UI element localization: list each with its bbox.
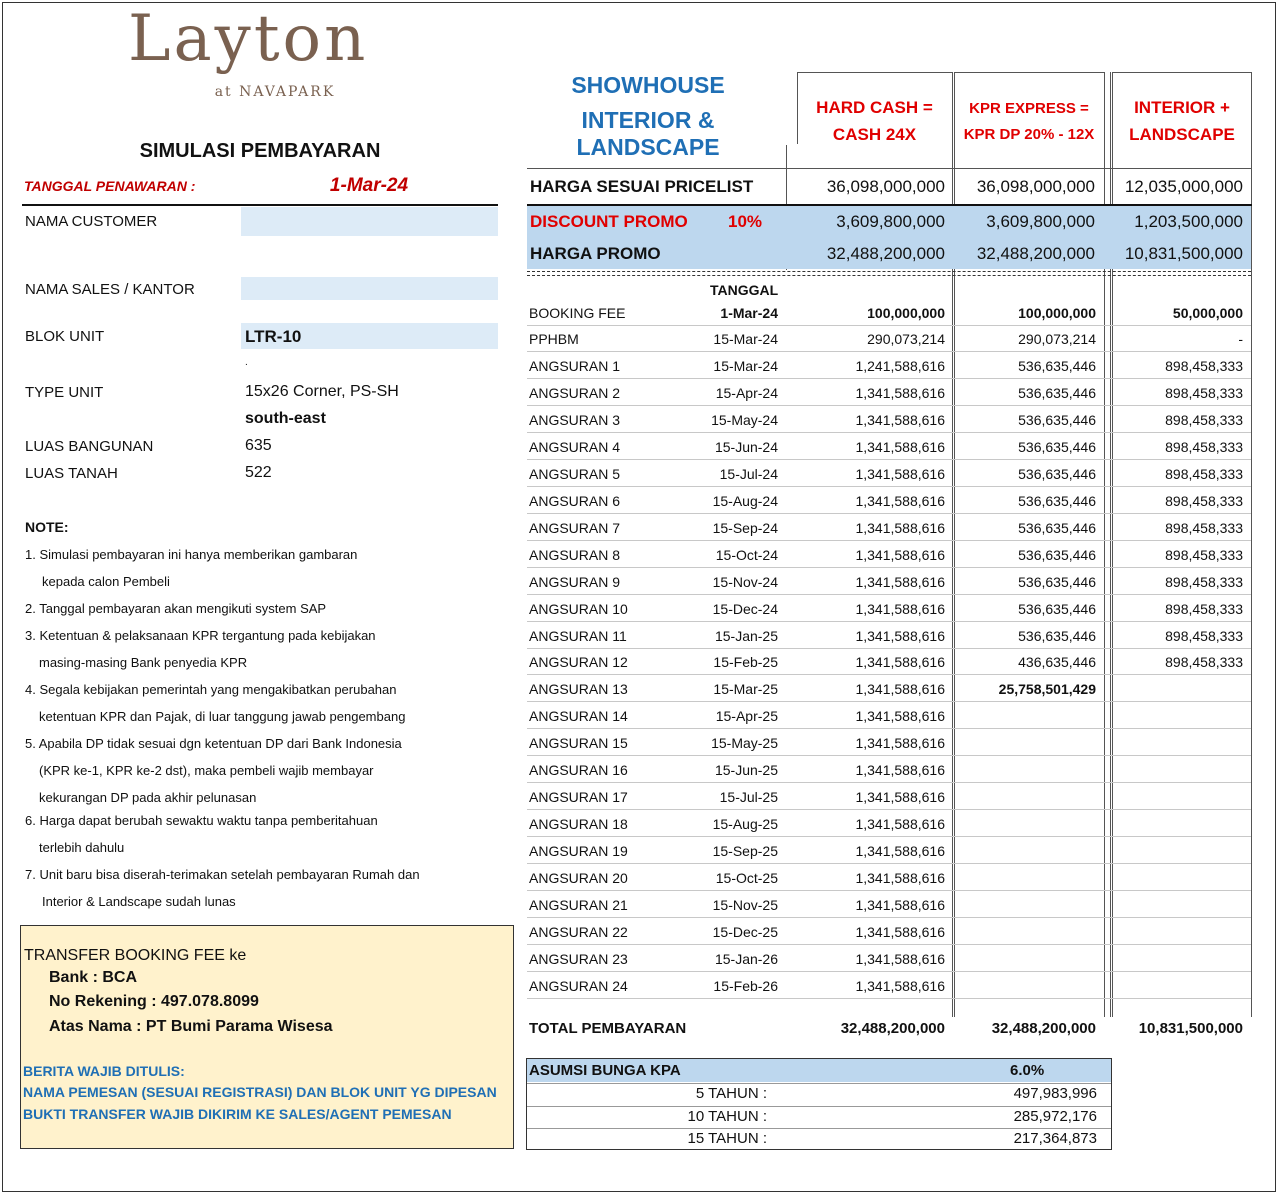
schedule-row-date: 15-Oct-25 <box>715 870 778 887</box>
schedule-row-divider <box>527 432 1251 433</box>
schedule-row-label: ANGSURAN 14 <box>529 708 628 725</box>
schedule-row-col1: 1,341,588,616 <box>855 546 945 563</box>
schedule-row-divider <box>527 755 1251 756</box>
note-line: terlebih dahulu <box>39 840 125 855</box>
transfer-account-name: Atas Nama : PT Bumi Parama Wisesa <box>49 1018 333 1035</box>
schedule-row-col1: 100,000,000 <box>867 305 945 321</box>
schedule-row-date: 15-Jan-26 <box>714 950 778 967</box>
schedule-row-col1: 1,341,588,616 <box>855 573 945 590</box>
schedule-row-date: 15-Feb-26 <box>713 977 778 994</box>
schedule-row-label: BOOKING FEE <box>529 305 626 321</box>
schedule-row-label: ANGSURAN 12 <box>529 654 628 671</box>
schedule-row-date: 15-Jul-24 <box>719 465 778 482</box>
schedule-row-date: 15-Nov-25 <box>712 897 778 913</box>
schedule-row-date: 15-Mar-24 <box>713 331 778 347</box>
berita-line: NAMA PEMESAN (SESUAI REGISTRASI) DAN BLOK UNIT YG DIPESAN <box>23 1084 497 1100</box>
col-divider <box>1251 72 1252 1017</box>
schedule-row-divider <box>527 998 1251 999</box>
schedule-row-col3: - <box>1238 331 1243 347</box>
schedule-row-col2: 536,635,446 <box>1018 411 1096 428</box>
luas-bangunan-label: LUAS BANGUNAN <box>25 438 154 455</box>
schedule-row-divider <box>527 836 1251 837</box>
sales-label: NAMA SALES / KANTOR <box>25 281 195 298</box>
logo-title: Layton <box>128 2 369 76</box>
showhouse-title: SHOWHOUSE <box>571 72 725 98</box>
pricelist-top-border <box>527 168 1252 169</box>
col1-header-line1: HARD CASH = <box>816 98 933 117</box>
schedule-row-col2: 536,635,446 <box>1018 573 1096 590</box>
schedule-row-col3: 898,458,333 <box>1165 573 1243 590</box>
schedule-row-col1: 1,341,588,616 <box>855 897 945 913</box>
total-col1: 32,488,200,000 <box>840 1020 945 1037</box>
blok-unit-value: LTR-10 <box>245 327 302 346</box>
schedule-row-col1: 1,341,588,616 <box>855 923 945 940</box>
schedule-row-col2: 536,635,446 <box>1018 384 1096 401</box>
schedule-row-divider <box>527 701 1251 702</box>
schedule-row-date: 15-Apr-25 <box>715 708 778 725</box>
offer-date-value: 1-Mar-24 <box>329 175 409 196</box>
schedule-row-date: 15-Dec-25 <box>712 923 778 940</box>
schedule-row-label: ANGSURAN 1 <box>529 358 621 374</box>
discount-percent: 10% <box>728 212 763 231</box>
schedule-row-date: 15-Sep-24 <box>712 519 778 536</box>
schedule-row-label: ANGSURAN 9 <box>529 573 621 590</box>
schedule-row-divider <box>527 890 1251 891</box>
schedule-row-label: ANGSURAN 4 <box>529 438 621 455</box>
promo-label: HARGA PROMO <box>530 244 661 263</box>
note-line: 3. Ketentuan & pelaksanaan KPR tergantung pada kebijakan <box>25 628 376 643</box>
schedule-row-col1: 1,341,588,616 <box>855 438 945 455</box>
schedule-row-col1: 1,341,588,616 <box>855 789 945 806</box>
dot-marker: . <box>245 357 248 368</box>
kpa-row-value: 217,364,873 <box>1013 1130 1097 1147</box>
schedule-row-col3: 898,458,333 <box>1165 411 1243 428</box>
schedule-row-col3: 898,458,333 <box>1165 384 1243 401</box>
schedule-row-col1: 1,341,588,616 <box>855 816 945 833</box>
schedule-row-col1: 1,341,588,616 <box>855 465 945 482</box>
type-unit-label: TYPE UNIT <box>25 384 104 401</box>
discount-col1: 3,609,800,000 <box>836 212 945 231</box>
note-line: Interior & Landscape sudah lunas <box>42 894 236 909</box>
schedule-row-label: ANGSURAN 6 <box>529 492 621 509</box>
schedule-row-col2: 290,073,214 <box>1018 331 1096 347</box>
schedule-row-date: 15-Nov-24 <box>712 573 778 590</box>
schedule-row-col2: 536,635,446 <box>1018 546 1096 563</box>
pricelist-label: HARGA SESUAI PRICELIST <box>530 177 754 196</box>
schedule-row-col1: 1,241,588,616 <box>855 358 945 374</box>
berita-heading: BERITA WAJIB DITULIS: <box>23 1063 185 1079</box>
schedule-row-col1: 1,341,588,616 <box>855 870 945 887</box>
schedule-row-col3: 898,458,333 <box>1165 546 1243 563</box>
schedule-row-col3: 898,458,333 <box>1165 492 1243 509</box>
schedule-row-col3: 898,458,333 <box>1165 438 1243 455</box>
note-heading: NOTE: <box>25 519 69 535</box>
col1-top-border <box>797 72 952 73</box>
schedule-row-date: 15-Mar-24 <box>713 358 778 374</box>
schedule-row-label: ANGSURAN 3 <box>529 411 621 428</box>
schedule-row-col1: 1,341,588,616 <box>855 492 945 509</box>
schedule-row-col1: 1,341,588,616 <box>855 977 945 994</box>
schedule-row-divider <box>527 459 1251 460</box>
schedule-row-date: 15-Aug-24 <box>712 492 778 509</box>
kpa-row-value: 497,983,996 <box>1013 1085 1097 1102</box>
schedule-row-col1: 1,341,588,616 <box>855 843 945 860</box>
schedule-row-label: PPHBM <box>529 331 579 347</box>
schedule-row-divider <box>527 594 1251 595</box>
schedule-row-label: ANGSURAN 24 <box>529 977 628 994</box>
schedule-row-col3: 50,000,000 <box>1172 305 1243 321</box>
band-top-border <box>527 204 1252 206</box>
schedule-row-col3: 898,458,333 <box>1165 654 1243 671</box>
kpa-row-label: 5 TAHUN : <box>695 1085 767 1102</box>
col-divider <box>797 72 798 144</box>
schedule-row-divider <box>527 809 1251 810</box>
schedule-row-divider <box>527 621 1251 622</box>
transfer-account-number: No Rekening : 497.078.8099 <box>49 993 259 1010</box>
pricelist-col2: 36,098,000,000 <box>976 177 1095 196</box>
tanggal-header: TANGGAL <box>710 282 779 298</box>
kpa-rate: 6.0% <box>1010 1062 1045 1079</box>
page-title: SIMULASI PEMBAYARAN <box>139 140 381 162</box>
schedule-row-divider <box>527 944 1251 945</box>
col1-header-line2: CASH 24X <box>832 125 917 144</box>
kpa-row-label: 10 TAHUN : <box>687 1107 767 1125</box>
schedule-row-label: ANGSURAN 2 <box>529 384 621 401</box>
schedule-row-label: ANGSURAN 10 <box>529 600 628 617</box>
note-line: kepada calon Pembeli <box>42 574 170 589</box>
schedule-row-date: 15-Jun-25 <box>714 762 778 779</box>
orientation-value: south-east <box>245 410 326 427</box>
schedule-row-date: 15-Dec-24 <box>712 600 778 617</box>
note-line: kekurangan DP pada akhir pelunasan <box>39 790 257 805</box>
schedule-row-col3: 898,458,333 <box>1165 465 1243 482</box>
kpa-label: ASUMSI BUNGA KPA <box>529 1062 681 1079</box>
schedule-row-date: 15-Mar-25 <box>713 681 778 698</box>
schedule-row-date: 15-Sep-25 <box>712 843 778 860</box>
schedule-row-col2: 436,635,446 <box>1018 654 1096 671</box>
schedule-row-col1: 1,341,588,616 <box>855 681 945 698</box>
schedule-row-col1: 1,341,588,616 <box>855 654 945 671</box>
schedule-row-label: ANGSURAN 15 <box>529 735 628 752</box>
schedule-row-label: ANGSURAN 20 <box>529 870 628 887</box>
schedule-row-divider <box>527 351 1251 352</box>
schedule-row-col1: 1,341,588,616 <box>855 708 945 725</box>
schedule-row-divider <box>527 540 1251 541</box>
note-line: (KPR ke-1, KPR ke-2 dst), maka pembeli wajib membayar <box>39 763 374 778</box>
promo-col2: 32,488,200,000 <box>976 244 1095 263</box>
note-line: masing-masing Bank penyedia KPR <box>39 655 248 670</box>
blok-unit-label: BLOK UNIT <box>25 328 105 345</box>
schedule-row-col2: 536,635,446 <box>1018 492 1096 509</box>
total-col3: 10,831,500,000 <box>1138 1020 1243 1037</box>
schedule-row-col1: 1,341,588,616 <box>855 735 945 752</box>
schedule-row-col1: 1,341,588,616 <box>855 411 945 428</box>
discount-col2: 3,609,800,000 <box>986 212 1095 231</box>
header-divider <box>22 204 498 206</box>
schedule-row-col1: 1,341,588,616 <box>855 384 945 401</box>
berita-line: BUKTI TRANSFER WAJIB DIKIRIM KE SALES/AGENT PEMESAN <box>23 1106 452 1122</box>
schedule-row-col2: 536,635,446 <box>1018 438 1096 455</box>
logo-subtitle: at NAVAPARK <box>214 84 336 100</box>
col3-header-line1: INTERIOR + <box>1134 98 1230 117</box>
customer-name-label: NAMA CUSTOMER <box>25 213 158 230</box>
total-label: TOTAL PEMBAYARAN <box>529 1020 687 1037</box>
schedule-row-divider <box>527 674 1251 675</box>
schedule-row-col1: 1,341,588,616 <box>855 519 945 536</box>
schedule-row-date: 15-Aug-25 <box>712 816 778 833</box>
schedule-row-label: ANGSURAN 16 <box>529 762 628 779</box>
schedule-row-date: 15-Apr-24 <box>715 384 778 401</box>
schedule-row-date: 15-Feb-25 <box>713 654 778 671</box>
schedule-row-col3: 898,458,333 <box>1165 519 1243 536</box>
note-line: 2. Tanggal pembayaran akan mengikuti system SAP <box>25 601 327 616</box>
sales-input[interactable] <box>241 277 498 300</box>
schedule-row-col2: 536,635,446 <box>1018 600 1096 617</box>
schedule-row-divider <box>527 325 1251 326</box>
schedule-row-label: ANGSURAN 13 <box>529 681 628 698</box>
note-line: 1. Simulasi pembayaran ini hanya memberikan gambaran <box>25 547 358 562</box>
showhouse-subtitle: INTERIOR & LANDSCAPE <box>576 107 720 160</box>
schedule-row-col1: 1,341,588,616 <box>855 950 945 967</box>
schedule-row-label: ANGSURAN 8 <box>529 546 621 563</box>
schedule-row-divider <box>527 513 1251 514</box>
note-line: 5. Apabila DP tidak sesuai dgn ketentuan DP dari Bank Indonesia <box>25 736 402 751</box>
schedule-row-divider <box>527 378 1251 379</box>
promo-col3: 10,831,500,000 <box>1124 244 1243 263</box>
schedule-row-divider <box>527 971 1251 972</box>
schedule-row-divider <box>527 405 1251 406</box>
luas-tanah-value: 522 <box>245 464 272 481</box>
schedule-row-col3: 898,458,333 <box>1165 600 1243 617</box>
schedule-row-date: 15-Jan-25 <box>714 627 778 644</box>
schedule-row-date: 1-Mar-24 <box>720 305 778 321</box>
dashed-divider <box>527 275 1251 276</box>
note-line: 7. Unit baru bisa diserah-terimakan setelah pembayaran Rumah dan <box>25 867 420 882</box>
promo-col1: 32,488,200,000 <box>826 244 945 263</box>
pricelist-col1: 36,098,000,000 <box>826 177 945 196</box>
luas-tanah-label: LUAS TANAH <box>25 465 118 482</box>
kpa-row-divider <box>527 1083 1111 1084</box>
schedule-row-col2: 100,000,000 <box>1018 305 1096 321</box>
schedule-row-label: ANGSURAN 17 <box>529 789 628 806</box>
discount-label: DISCOUNT PROMO <box>530 212 688 231</box>
schedule-row-col2: 536,635,446 <box>1018 627 1096 644</box>
transfer-bank: Bank : BCA <box>49 969 138 986</box>
col3-top-border <box>1112 72 1252 73</box>
transfer-heading: TRANSFER BOOKING FEE ke <box>24 947 247 964</box>
schedule-row-divider <box>527 782 1251 783</box>
col2-top-border <box>954 72 1104 73</box>
schedule-row-label: ANGSURAN 18 <box>529 816 628 833</box>
schedule-row-col2: 536,635,446 <box>1018 465 1096 482</box>
kpa-row-divider <box>527 1128 1111 1129</box>
discount-col3: 1,203,500,000 <box>1134 212 1243 231</box>
col2-header-line1: KPR EXPRESS = <box>969 100 1089 117</box>
kpa-row-value: 285,972,176 <box>1013 1107 1097 1125</box>
kpa-row-divider <box>527 1106 1111 1107</box>
offer-date-label: TANGGAL PENAWARAN : <box>24 178 196 194</box>
schedule-row-label: ANGSURAN 5 <box>529 465 621 482</box>
schedule-row-divider <box>527 917 1251 918</box>
schedule-row-col1: 1,341,588,616 <box>855 627 945 644</box>
schedule-row-date: 15-May-25 <box>711 735 778 752</box>
col3-header-line2: LANDSCAPE <box>1129 125 1235 144</box>
schedule-row-col2: 25,758,501,429 <box>998 681 1096 698</box>
schedule-row-date: 15-May-24 <box>711 411 778 428</box>
pricelist-col3: 12,035,000,000 <box>1124 177 1243 196</box>
schedule-row-date: 15-Jun-24 <box>714 438 778 455</box>
schedule-row-divider <box>527 728 1251 729</box>
type-unit-value: 15x26 Corner, PS-SH <box>245 383 399 400</box>
schedule-row-col3: 898,458,333 <box>1165 627 1243 644</box>
dashed-divider <box>527 271 1251 272</box>
schedule-row-col1: 290,073,214 <box>867 331 945 347</box>
schedule-row-col1: 1,341,588,616 <box>855 600 945 617</box>
schedule-row-col2: 536,635,446 <box>1018 519 1096 536</box>
customer-name-input[interactable] <box>241 207 498 236</box>
schedule-row-label: ANGSURAN 19 <box>529 843 628 860</box>
schedule-row-col3: 898,458,333 <box>1165 358 1243 374</box>
total-col2: 32,488,200,000 <box>991 1020 1096 1037</box>
note-line: ketentuan KPR dan Pajak, di luar tanggung jawab pengembang <box>39 709 406 724</box>
schedule-row-divider <box>527 863 1251 864</box>
schedule-row-label: ANGSURAN 11 <box>529 627 627 644</box>
schedule-row-date: 15-Jul-25 <box>719 789 778 806</box>
schedule-row-date: 15-Oct-24 <box>715 546 778 563</box>
note-line: 6. Harga dapat berubah sewaktu waktu tanpa pemberitahuan <box>25 813 378 828</box>
schedule-row-label: ANGSURAN 21 <box>529 897 628 913</box>
luas-bangunan-value: 635 <box>245 437 272 454</box>
schedule-row-col2: 536,635,446 <box>1018 358 1096 374</box>
schedule-row-label: ANGSURAN 7 <box>529 519 621 536</box>
schedule-row-divider <box>527 648 1251 649</box>
note-line: 4. Segala kebijakan pemerintah yang mengakibatkan perubahan <box>25 682 397 697</box>
col2-header-line2: KPR DP 20% - 12X <box>963 126 1095 143</box>
schedule-row-divider <box>527 486 1251 487</box>
schedule-row-label: ANGSURAN 23 <box>529 950 628 967</box>
schedule-row-label: ANGSURAN 22 <box>529 923 628 940</box>
schedule-row-divider <box>527 567 1251 568</box>
schedule-row-col1: 1,341,588,616 <box>855 762 945 779</box>
kpa-row-label: 15 TAHUN : <box>687 1130 767 1147</box>
